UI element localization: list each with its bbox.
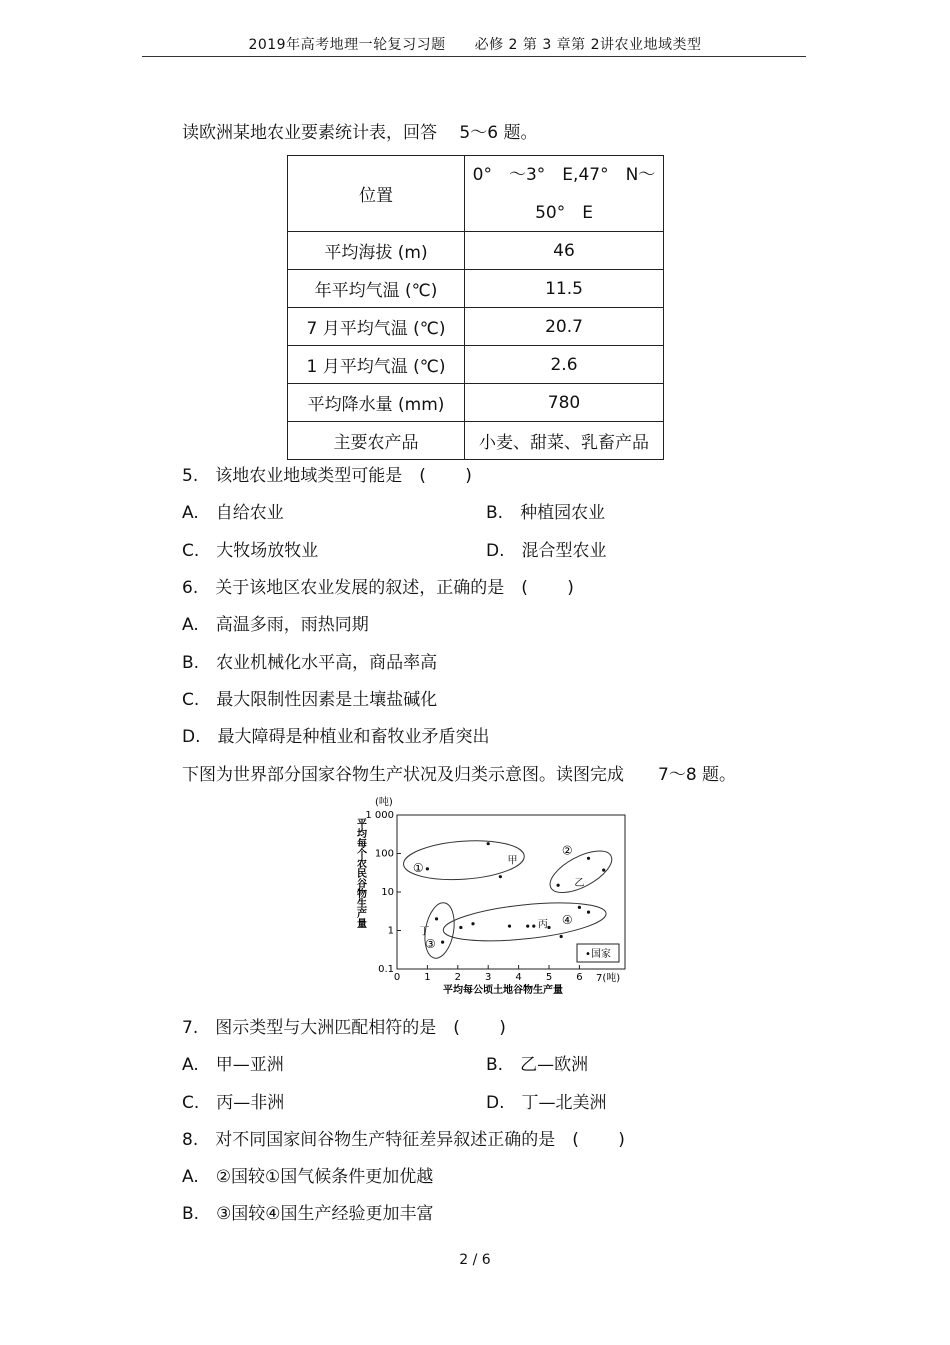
data-point <box>602 869 605 872</box>
page-header: 2019年高考地理一轮复习习题 必修 2 第 3 章第 2讲农业地域类型 <box>248 37 702 53</box>
x-tick-label: 5 <box>545 972 553 983</box>
q5-option-c: C. 大牧场放牧业 <box>182 541 319 561</box>
table-row <box>288 270 664 308</box>
group-label: 丙 <box>537 919 548 931</box>
table-cell-label: 主要农产品 <box>288 422 465 460</box>
y-tick-label: 1 <box>387 925 394 937</box>
data-point <box>587 857 590 860</box>
group-label: 丁 <box>419 926 430 938</box>
group-label: 乙 <box>574 878 585 890</box>
table-row <box>288 422 664 460</box>
y-unit-label: (吨) <box>375 797 393 808</box>
data-point <box>499 875 502 878</box>
group-label: 甲 <box>507 855 518 867</box>
q5-option-d: D. 混合型农业 <box>486 541 607 561</box>
data-point <box>578 906 581 909</box>
x-tick-label: 0 <box>393 972 401 983</box>
data-point <box>435 917 438 920</box>
y-tick-label: 100 <box>374 848 394 860</box>
table-cell-value: 2.6 <box>465 346 664 384</box>
table-cell-value: 780 <box>465 384 664 422</box>
x-tick-label: 6 <box>576 972 583 983</box>
q8-option-b: B. ③国较④国生产经验更加丰富 <box>182 1204 434 1224</box>
chart-intro-text: 下图为世界部分国家谷物生产状况及归类示意图。读图完成 7～8 题。 <box>182 765 737 785</box>
q6-option-d: D. 最大障碍是种植业和畜牧业矛盾突出 <box>182 727 490 747</box>
agri-stats-table <box>287 155 664 460</box>
location-line-2: 50° E <box>535 202 593 223</box>
x-tick-label: 3 <box>485 972 492 983</box>
q6-option-b: B. 农业机械化水平高，商品率高 <box>182 653 438 673</box>
data-point <box>557 884 560 887</box>
location-line-1: 0° ～3° E,47° N～ <box>472 164 656 185</box>
table-cell-value: 11.5 <box>465 270 664 308</box>
q7-option-a: A. 甲—亚洲 <box>182 1055 284 1075</box>
q7-option-d: D. 丁—北美洲 <box>486 1093 607 1113</box>
y-tick-label: 0.1 <box>378 964 394 975</box>
q6-option-a: A. 高温多雨，雨热同期 <box>182 615 369 635</box>
question-7-stem: 7. 图示类型与大洲匹配相符的是 ( ) <box>182 1018 506 1038</box>
data-point <box>560 935 563 938</box>
data-point <box>508 925 511 928</box>
country-number-label: ② <box>561 843 573 858</box>
table-cell-location <box>465 156 664 232</box>
table-row <box>288 384 664 422</box>
header-rule <box>142 56 806 57</box>
country-number-label: ① <box>412 861 424 876</box>
table-row <box>288 346 664 384</box>
data-point <box>441 940 444 943</box>
data-point <box>471 922 474 925</box>
data-point <box>487 842 490 845</box>
table-cell-label: 位置 <box>288 156 465 232</box>
table-cell-label: 7 月平均气温 (℃) <box>288 308 465 346</box>
q5-option-a: A. 自给农业 <box>182 503 284 523</box>
page-number: 2 / 6 <box>459 1252 491 1268</box>
table-row <box>288 232 664 270</box>
data-point <box>426 867 429 870</box>
table-cell-label: 平均降水量 (mm) <box>288 384 465 422</box>
group-outline-3 <box>442 896 608 947</box>
table-cell-label: 平均海拔 (m) <box>288 232 465 270</box>
question-6-stem: 6. 关于该地区农业发展的叙述，正确的是 ( ) <box>182 578 574 598</box>
table-row <box>288 156 664 232</box>
x-unit-label: 7(吨) <box>596 973 621 984</box>
table-cell-value: 小麦、甜菜、乳畜产品 <box>465 422 664 460</box>
x-tick-label: 4 <box>515 972 522 983</box>
group-outline-2 <box>544 843 618 901</box>
q8-option-a: A. ②国较①国气候条件更加优越 <box>182 1167 434 1187</box>
y-tick-label: 1 000 <box>365 810 394 821</box>
y-axis-title: 平均每个农民谷物生产量 <box>355 818 366 928</box>
data-point <box>459 926 462 929</box>
data-point <box>532 925 535 928</box>
table-cell-label: 年平均气温 (℃) <box>288 270 465 308</box>
x-tick-label: 2 <box>454 972 461 983</box>
q7-option-c: C. 丙—非洲 <box>182 1093 285 1113</box>
table-row <box>288 308 664 346</box>
country-number-label: ③ <box>425 936 436 951</box>
table-cell-value: 20.7 <box>465 308 664 346</box>
data-point <box>587 911 590 914</box>
y-tick-label: 10 <box>381 887 394 898</box>
q6-option-c: C. 最大限制性因素是土壤盐碱化 <box>182 690 438 710</box>
data-point <box>526 925 529 928</box>
x-tick-label: 1 <box>424 972 431 983</box>
intro-text: 读欧洲某地农业要素统计表，回答 5～6 题。 <box>182 123 538 143</box>
table-cell-value: 46 <box>465 232 664 270</box>
q7-option-b: B. 乙—欧洲 <box>486 1055 589 1075</box>
country-number-label: ④ <box>561 912 573 927</box>
legend-label: •国家 <box>585 949 611 960</box>
q5-option-b: B. 种植园农业 <box>486 503 606 523</box>
question-8-stem: 8. 对不同国家间谷物生产特征差异叙述正确的是 ( ) <box>182 1130 625 1150</box>
grain-production-chart <box>355 793 640 1003</box>
table-cell-label: 1 月平均气温 (℃) <box>288 346 465 384</box>
x-axis-title: 平均每公顷土地谷物生产量 <box>443 985 563 996</box>
question-5-stem: 5. 该地农业地域类型可能是 ( ) <box>182 466 472 486</box>
